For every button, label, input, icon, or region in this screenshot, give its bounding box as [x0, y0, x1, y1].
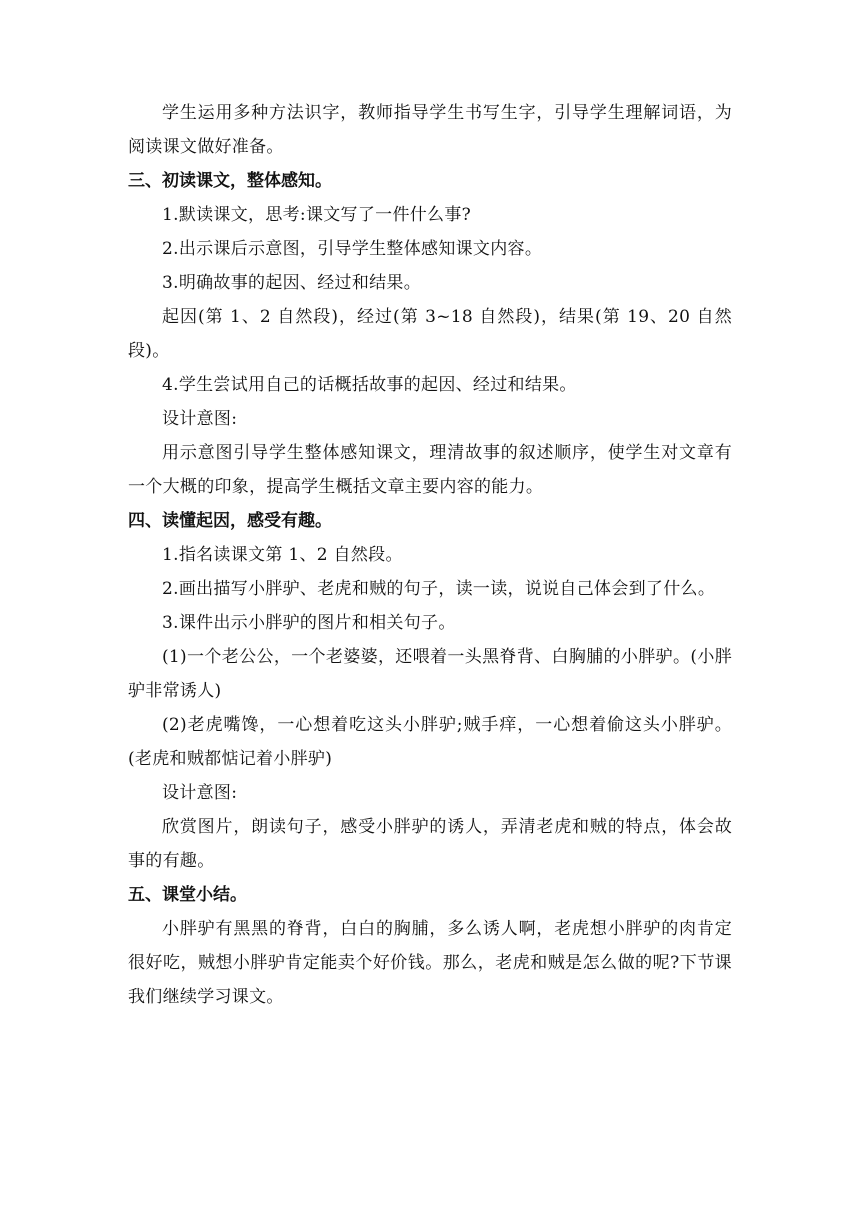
paragraph-summary: 小胖驴有黑黑的脊背，白白的胸脯，多么诱人啊，老虎想小胖驴的肉肯定很好吃，贼想小胖驴肯定能卖个好价钱。那么，老虎和贼是怎么做的呢?下节课我们继续学习课文。: [128, 919, 732, 1007]
section-heading-3: 三、初读课文，整体感知。: [128, 171, 332, 191]
paragraph-step-3: 3.明确故事的起因、经过和结果。: [162, 273, 422, 293]
section-heading-4: 四、读懂起因，感受有趣。: [128, 511, 332, 531]
paragraph-design-text: 用示意图引导学生整体感知课文，理清故事的叙述顺序，使学生对文章有一个大概的印象，提高学生概括文章主要内容的能力。: [128, 443, 732, 497]
paragraph-read-2: 2.画出描写小胖驴、老虎和贼的句子，读一读，说说自己体会到了什么。: [162, 579, 716, 599]
paragraph-design-text-2: 欣赏图片，朗读句子，感受小胖驴的诱人，弄清老虎和贼的特点，体会故事的有趣。: [128, 817, 732, 871]
paragraph-intro: 学生运用多种方法识字，教师指导学生书写生字，引导学生理解词语，为阅读课文做好准备。: [128, 103, 732, 157]
paragraph-quote-1: (1)一个老公公，一个老婆婆，还喂着一头黑脊背、白胸脯的小胖驴。(小胖驴非常诱人): [128, 647, 732, 701]
paragraph-design-label: 设计意图:: [162, 409, 238, 429]
document-body: [128, 96, 732, 1014]
paragraph-step-1: 1.默读课文，思考:课文写了一件什么事?: [162, 205, 472, 225]
section-heading-5: 五、课堂小结。: [128, 885, 247, 905]
paragraph-step-4: 4.学生尝试用自己的话概括故事的起因、经过和结果。: [162, 375, 577, 395]
paragraph-design-label-2: 设计意图:: [162, 783, 238, 803]
paragraph-read-3: 3.课件出示小胖驴的图片和相关句子。: [162, 613, 456, 633]
paragraph-story-parts: 起因(第 1、2 自然段)，经过(第 3~18 自然段)，结果(第 19、20 自然段)。: [128, 307, 732, 361]
paragraph-read-1: 1.指名读课文第 1、2 自然段。: [162, 545, 403, 565]
paragraph-quote-2: (2)老虎嘴馋，一心想着吃这头小胖驴;贼手痒，一心想着偷这头小胖驴。(老虎和贼都惦记着小胖驴): [128, 715, 732, 769]
paragraph-step-2: 2.出示课后示意图，引导学生整体感知课文内容。: [162, 239, 543, 259]
